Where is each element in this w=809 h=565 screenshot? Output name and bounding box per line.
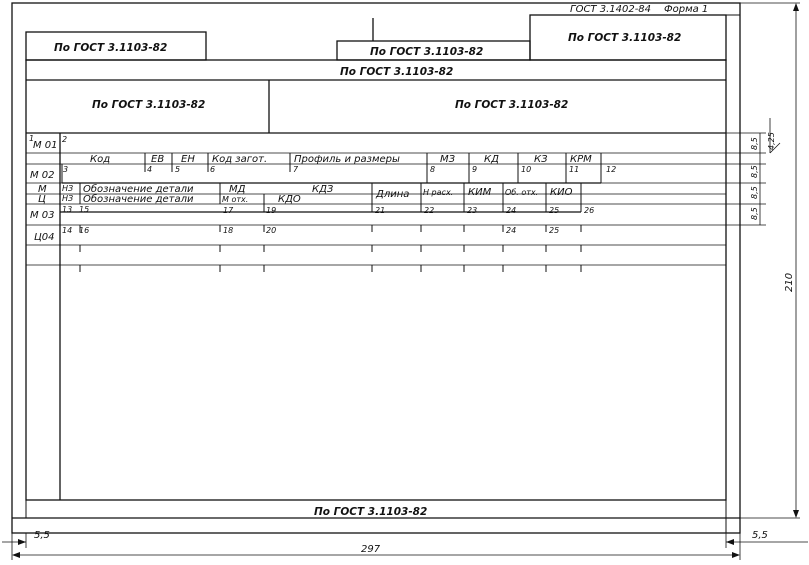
field-number: 13	[62, 205, 73, 214]
field-number: 1	[29, 134, 35, 143]
col-nz-m: НЗ	[62, 184, 74, 193]
col-md: МД	[229, 184, 246, 195]
dimension-row-height: 8,5	[750, 137, 759, 150]
row-label-m: М	[38, 184, 47, 195]
col-kio: КИО	[550, 187, 573, 198]
field-number: 9	[472, 165, 478, 174]
dimension-row-height: 8,5	[750, 165, 759, 178]
field-number: 26	[584, 206, 595, 215]
field-number: 6	[210, 165, 216, 174]
form-label: Форма 1	[664, 4, 709, 15]
col-profil: Профиль и размеры	[294, 154, 400, 165]
ref-label-left: По ГОСТ 3.1103-82	[54, 42, 168, 54]
field-number: 24	[506, 206, 517, 215]
col-ob-otkh: Об. отх.	[505, 188, 539, 197]
row-label-m01: М 01	[33, 140, 58, 151]
col-en: ЕН	[181, 154, 195, 165]
col-oboznachenie-m: Обозначение детали	[83, 184, 194, 195]
col-kod-zagot: Код загот.	[212, 154, 268, 165]
col-ev: ЕВ	[151, 154, 165, 165]
col-kd: КД	[484, 154, 499, 165]
col-kdz: КДЗ	[312, 184, 334, 195]
col-nz-c: НЗ	[62, 194, 74, 203]
ref-label-block-right: По ГОСТ 3.1103-82	[455, 99, 569, 111]
col-krm: КРМ	[570, 154, 592, 165]
field-number: 15	[79, 205, 90, 214]
field-number: 19	[266, 206, 277, 215]
col-oboznachenie-c: Обозначение детали	[83, 194, 194, 205]
col-dlina: Длина	[376, 189, 410, 200]
col-n-rash: Н расх.	[423, 188, 454, 197]
dimension-margin-left: 5,5	[34, 530, 50, 541]
col-kim: КИМ	[468, 187, 492, 198]
field-number: 16	[79, 226, 90, 235]
dimension-margin-right: 5,5	[752, 530, 768, 541]
field-number: 20	[266, 226, 277, 235]
dimension-width: 297	[361, 544, 381, 555]
row-label-c: Ц	[38, 194, 46, 205]
dimension-row-height: 8,5	[750, 186, 759, 199]
dimension-height: 210	[784, 272, 795, 292]
field-number: 25	[549, 206, 560, 215]
field-number: 7	[293, 165, 299, 174]
field-number: 23	[467, 206, 478, 215]
field-number: 14	[62, 226, 73, 235]
row-label-c04: Ц04	[34, 232, 55, 243]
field-number: 12	[606, 165, 617, 174]
field-number: 22	[424, 206, 435, 215]
col-mz: МЗ	[440, 154, 456, 165]
ref-label-strip: По ГОСТ 3.1103-82	[340, 66, 454, 78]
field-number: 10	[521, 165, 532, 174]
col-m-otkh: М отх.	[222, 195, 249, 204]
field-number: 2	[62, 135, 68, 144]
field-number: 3	[63, 165, 69, 174]
ref-label-bottom: По ГОСТ 3.1103-82	[314, 506, 428, 518]
field-number: 5	[175, 165, 181, 174]
field-number: 11	[569, 165, 580, 174]
field-number: 21	[375, 206, 386, 215]
field-number: 8	[430, 165, 436, 174]
col-kdo: КДО	[278, 194, 301, 205]
row-label-m03: М 03	[30, 210, 55, 221]
field-number: 24	[506, 226, 517, 235]
ref-label-block-left: По ГОСТ 3.1103-82	[92, 99, 206, 111]
ref-label-right: По ГОСТ 3.1103-82	[568, 32, 682, 44]
dimension-row-height: 8,5	[750, 207, 759, 220]
col-kz: КЗ	[534, 154, 548, 165]
dimension-half-row: 4,25	[767, 132, 776, 150]
col-kod: Код	[90, 154, 111, 165]
ref-label-center: По ГОСТ 3.1103-82	[370, 46, 484, 58]
field-number: 18	[223, 226, 234, 235]
field-number: 4	[147, 165, 153, 174]
field-number: 25	[549, 226, 560, 235]
field-number: 17	[223, 206, 234, 215]
standard-label: ГОСТ 3.1402-84	[570, 4, 652, 15]
row-label-m02: М 02	[30, 170, 55, 181]
